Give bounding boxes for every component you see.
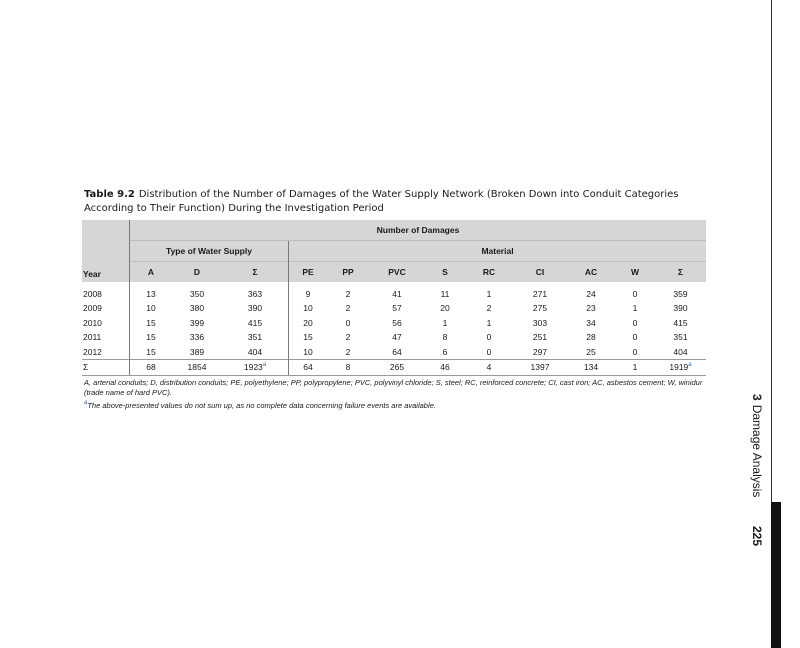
year-cell: 2012 xyxy=(83,346,102,357)
col-header-sum-material: Σ xyxy=(655,262,706,283)
table-cell: 6 xyxy=(442,346,448,357)
table-cell: 297 xyxy=(532,346,548,357)
damage-table xyxy=(82,220,706,376)
year-cell: 2008 xyxy=(83,289,102,299)
table-cell: 251 xyxy=(532,332,548,343)
table-row xyxy=(82,301,706,316)
running-head xyxy=(750,394,764,497)
table-caption xyxy=(84,188,704,216)
table-cell: 64 xyxy=(289,360,328,376)
table-cell: 34 xyxy=(586,317,596,328)
col-header-w: W xyxy=(615,262,655,283)
table-cell: 56 xyxy=(392,317,402,328)
table-cell: 1 xyxy=(615,360,655,376)
table-cell: 47 xyxy=(392,332,402,343)
year-cell: Σ xyxy=(82,360,130,376)
col-header-ac: AC xyxy=(567,262,615,283)
table-cell: 389 xyxy=(189,346,205,357)
table-cell: 15 xyxy=(130,330,173,345)
footnote-abbreviations: A, arterial conduits; D, distribution conduits; PE, polyethylene; PP, polypropylene; PVC, polyvinyl chloride; S, steel; RC, reinforced concrete; CI, cast iron; AC, asbestos cement; W, winidur (trade name of hard PVC). xyxy=(84,378,703,397)
table-cell: 390 xyxy=(247,303,263,314)
table-cell: 0 xyxy=(632,346,638,357)
table-cell: 351 xyxy=(247,332,263,343)
table-cell: 2 xyxy=(345,289,351,299)
table-cell: 68 xyxy=(130,360,173,376)
table-footnotes xyxy=(84,378,724,411)
table-cell: 134 xyxy=(567,360,615,376)
table-cell: 415 xyxy=(247,317,263,328)
table-cell: 1854 xyxy=(172,360,222,376)
table-label: Table 9.2 xyxy=(84,189,135,200)
year-cell: 2009 xyxy=(83,303,102,314)
table-cell: 336 xyxy=(189,332,205,343)
table-cell: 46 xyxy=(425,360,465,376)
table-cell: 0 xyxy=(632,332,638,343)
table-cell: 1 xyxy=(632,303,638,314)
table-row xyxy=(82,316,706,331)
thumb-tab-marker xyxy=(771,502,781,648)
table-cell: 404 xyxy=(673,346,688,357)
col-header-s: S xyxy=(425,262,465,283)
col-header-d: D xyxy=(172,262,222,283)
table-cell: 271 xyxy=(532,289,548,299)
table-cell: 2 xyxy=(345,346,351,357)
footnote-a xyxy=(84,398,724,411)
table-cell: 1397 xyxy=(513,360,567,376)
table-cell: 11 xyxy=(440,289,450,299)
table-cell: 20 xyxy=(440,303,450,314)
table-cell xyxy=(222,360,289,376)
col-header-a: A xyxy=(130,262,173,283)
table-cell: 415 xyxy=(673,317,688,328)
table-cell: 10 xyxy=(130,301,173,316)
table-row xyxy=(82,330,706,345)
running-head-section: 3 xyxy=(750,394,764,401)
running-head-title: Damage Analysis xyxy=(750,404,764,498)
cell-value: 1919 xyxy=(669,362,689,373)
table-cell: 25 xyxy=(586,346,596,357)
col-header-sum-supply: Σ xyxy=(222,262,289,283)
table-cell: 0 xyxy=(345,317,351,328)
table-cell: 8 xyxy=(442,332,448,343)
table-cell: 1 xyxy=(486,289,492,299)
table-cell: 1 xyxy=(442,317,448,328)
table-cell: 8 xyxy=(327,360,369,376)
table-row xyxy=(82,282,706,301)
col-header-pvc: PVC xyxy=(369,262,425,283)
header-number-of-damages: Number of Damages xyxy=(130,220,707,241)
table-cell: 57 xyxy=(392,303,402,314)
table-cell: 20 xyxy=(289,316,328,331)
footnote-marker: a xyxy=(262,362,267,369)
table-cell: 23 xyxy=(586,303,596,314)
year-cell: 2011 xyxy=(83,332,102,343)
header-type-of-water-supply: Type of Water Supply xyxy=(130,241,289,262)
col-header-pp: PP xyxy=(327,262,369,283)
table-cell: 4 xyxy=(465,360,513,376)
table-sum-row xyxy=(82,360,706,376)
table-cell: 28 xyxy=(586,332,596,343)
cell-value: 1923 xyxy=(243,362,263,373)
table-cell: 350 xyxy=(189,289,205,299)
table-cell: 15 xyxy=(289,330,328,345)
table-cell: 359 xyxy=(673,289,688,299)
table-cell: 275 xyxy=(532,303,548,314)
table-cell: 24 xyxy=(586,289,596,299)
table-cell: 10 xyxy=(289,301,328,316)
footnote-marker: a xyxy=(84,400,88,406)
col-header-pe: PE xyxy=(289,262,328,283)
header-material: Material xyxy=(289,241,707,262)
table-cell: 41 xyxy=(392,289,402,299)
footnote-marker: a xyxy=(688,362,692,369)
table-cell: 0 xyxy=(632,289,638,299)
table-cell: 15 xyxy=(130,345,173,360)
table-cell: 404 xyxy=(247,346,263,357)
table-row xyxy=(82,345,706,360)
table-cell: 380 xyxy=(189,303,205,314)
table-cell: 0 xyxy=(486,332,492,343)
table-cell: 2 xyxy=(345,332,351,343)
page-number: 225 xyxy=(750,526,764,547)
year-cell: 2010 xyxy=(83,317,102,328)
table-cell: 390 xyxy=(673,303,688,314)
table-cell: 351 xyxy=(673,332,688,343)
col-header-year: Year xyxy=(82,220,130,282)
footnote-a-text: The above-presented values do not sum up, as no complete data concerning failure events are available. xyxy=(87,401,436,410)
table-cell: 399 xyxy=(189,317,205,328)
table-cell: 13 xyxy=(130,282,173,301)
table-cell: 0 xyxy=(632,317,638,328)
table-cell: 265 xyxy=(369,360,425,376)
table-cell: 2 xyxy=(486,303,492,314)
table-cell: 363 xyxy=(247,289,263,299)
table-cell: 1 xyxy=(486,317,492,328)
table-cell: 303 xyxy=(532,317,548,328)
col-header-rc: RC xyxy=(465,262,513,283)
table-cell: 0 xyxy=(486,346,492,357)
table-cell xyxy=(655,360,706,376)
table-cell: 64 xyxy=(392,346,402,357)
table-cell: 2 xyxy=(345,303,351,314)
table-caption-text: Distribution of the Number of Damages of the Water Supply Network (Broken Down into Conduit Categories According to Their Function) During the Investigation Period xyxy=(84,189,679,214)
table-cell: 10 xyxy=(289,345,328,360)
col-header-ci: CI xyxy=(513,262,567,283)
table-cell: 9 xyxy=(289,282,328,301)
table-cell: 15 xyxy=(130,316,173,331)
